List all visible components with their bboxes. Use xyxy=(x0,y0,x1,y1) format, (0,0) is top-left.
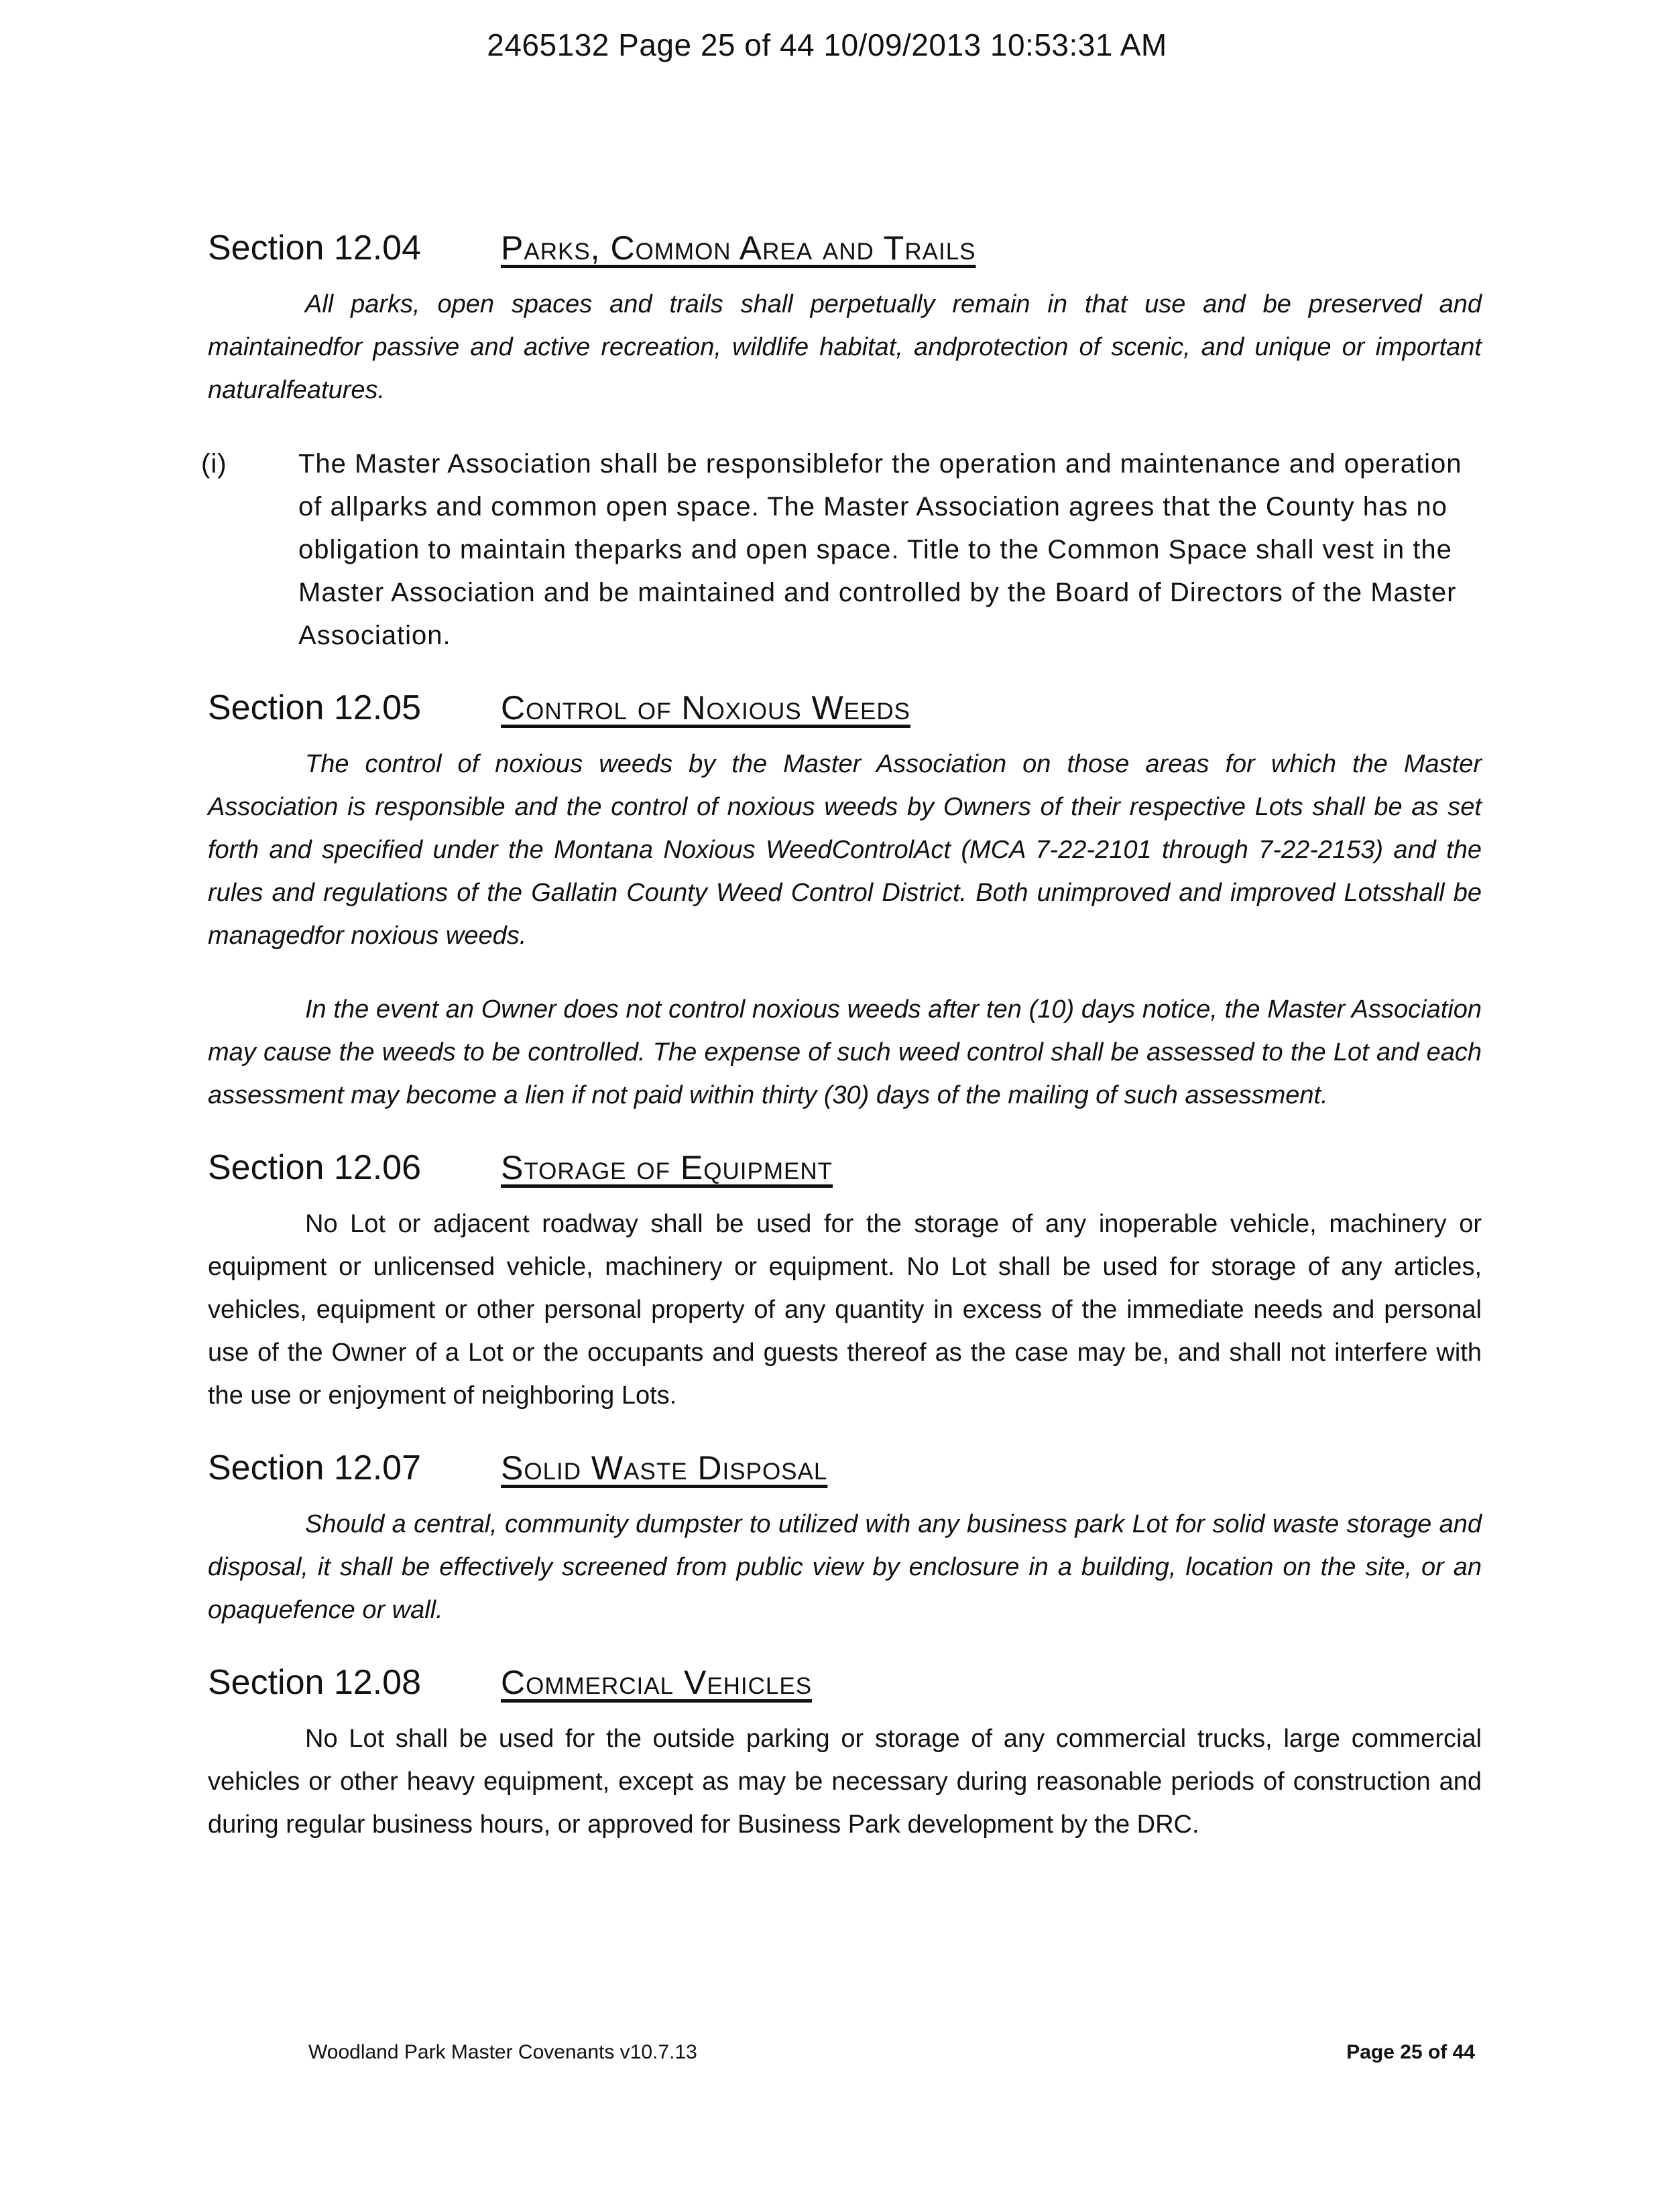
footer-document-title: Woodland Park Master Covenants v10.7.13 xyxy=(308,2041,697,2063)
page-footer xyxy=(308,2041,1475,2064)
section-12-08 xyxy=(208,1662,1482,1846)
section-number: Section 12.06 xyxy=(208,1148,422,1187)
paragraph: No Lot shall be used for the outside parking or storage of any commercial trucks, large commercial vehicles or other heavy equipment, except as may be necessary during reasonable periods of construction and during regular business hours, or approved for Business Park development by the DRC. xyxy=(208,1725,1482,1839)
section-heading xyxy=(208,228,1482,268)
section-heading xyxy=(208,1662,1482,1703)
section-title: Solid Waste Disposal xyxy=(501,1449,828,1487)
recording-stamp: 2465132 Page 25 of 44 10/09/2013 10:53:31 AM xyxy=(487,27,1167,62)
section-title: Control of Noxious Weeds xyxy=(501,689,910,727)
paragraph: No Lot or adjacent roadway shall be used for the storage of any inoperable vehicle, machinery or equipment or unlicensed vehicle, machinery or equipment. No Lot shall be used for storage of any articles, vehicles, equipment or other personal property of any quantity in excess of the immediate needs and personal use of the Owner of a Lot or the occupants and guests thereof as the case may be, and shall not interfere with the use or enjoyment of neighboring Lots. xyxy=(208,1210,1482,1410)
list-item xyxy=(201,442,1482,657)
section-12-04 xyxy=(201,228,1482,657)
list-text: The Master Association shall be responsiblefor the operation and maintenance and operation of allparks and common open space. The Master Association agrees that the County has no obligation to maintain theparks and open space. Title to the Common Space shall vest in the Master Association and be maintained and controlled by the Board of Directors of the Master Association. xyxy=(298,449,1462,650)
document-body xyxy=(201,228,1482,1877)
section-12-06 xyxy=(208,1148,1482,1417)
section-heading xyxy=(208,1148,1482,1188)
paragraph: All parks, open spaces and trails shall perpetually remain in that use and be preserved and maintainedfor passive and active recreation, wildlife habitat, andprotection of scenic, and unique or important naturalfeatures. xyxy=(208,290,1482,404)
section-number: Section 12.07 xyxy=(208,1449,422,1487)
list-marker: (i) xyxy=(201,449,227,479)
section-heading xyxy=(208,1448,1482,1488)
paragraph: The control of noxious weeds by the Master Association on those areas for which the Master Association is responsible and the control of noxious weeds by Owners of their respective Lots shall be as set forth and specified under the Montana Noxious WeedControlAct (MCA 7-22-2101 through 7-22-2153) and the rules and regulations of the Gallatin County Weed Control District. Both unimproved and improved Lotsshall be managedfor noxious weeds. xyxy=(208,750,1482,950)
section-title: Parks, Common Area and Trails xyxy=(501,229,976,267)
section-title: Commercial Vehicles xyxy=(501,1664,813,1701)
section-title: Storage of Equipment xyxy=(501,1149,833,1186)
paragraph: In the event an Owner does not control noxious weeds after ten (10) days notice, the Master Association may cause the weeds to be controlled. The expense of such weed control shall be assessed to the Lot and each assessment may become a lien if not paid within thirty (30) days of the mailing of such assessment. xyxy=(208,995,1482,1109)
footer-page-number: Page 25 of 44 xyxy=(1346,2041,1475,2063)
section-number: Section 12.04 xyxy=(208,229,422,267)
paragraph: Should a central, community dumpster to utilized with any business park Lot for solid waste storage and disposal, it shall be effectively screened from public view by enclosure in a building, location on the site, or an opaquefence or wall. xyxy=(208,1510,1482,1624)
section-number: Section 12.05 xyxy=(208,688,422,727)
section-12-07 xyxy=(208,1448,1482,1632)
section-number: Section 12.08 xyxy=(208,1663,422,1702)
section-12-05 xyxy=(208,688,1482,1117)
section-heading xyxy=(208,688,1482,728)
